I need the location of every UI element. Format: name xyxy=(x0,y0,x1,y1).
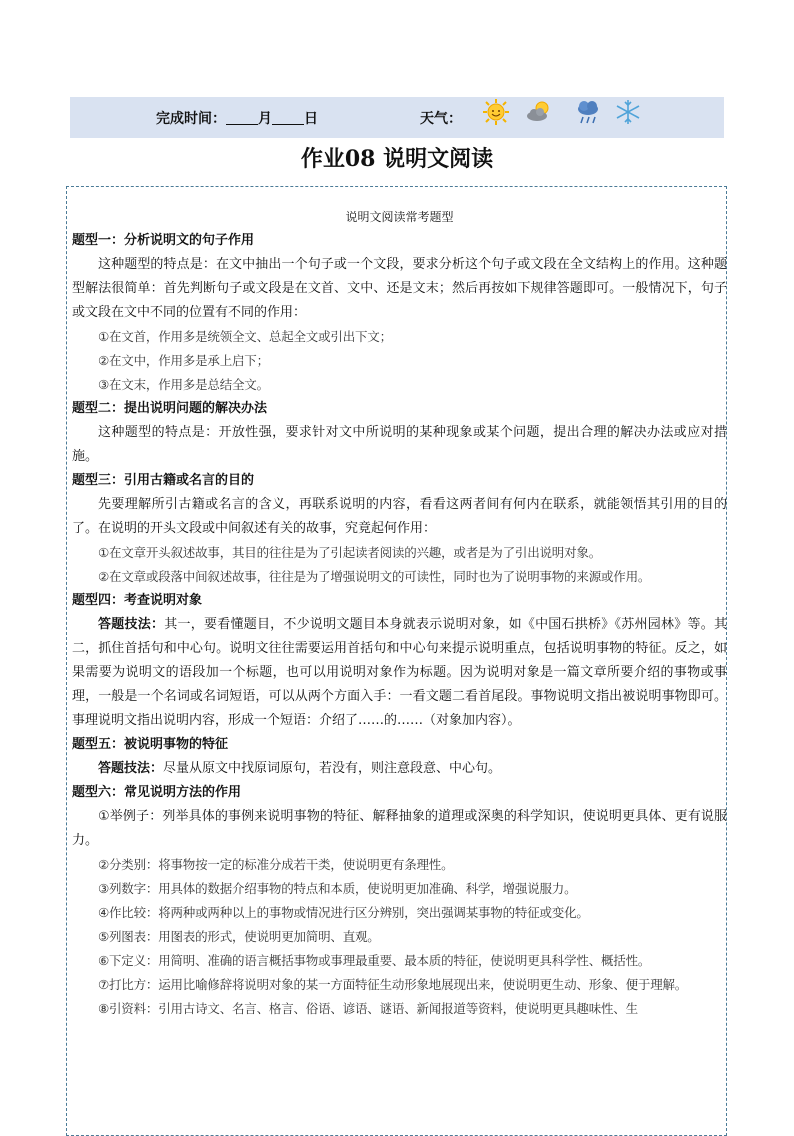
list-item: ⑦打比方：运用比喻修辞将说明对象的某一方面特征生动形象地展现出来，使说明更生动、形象、便于理解。 xyxy=(98,977,688,992)
weather-label: 天气： xyxy=(420,111,462,127)
date-field xyxy=(156,108,318,128)
day-label: 日 xyxy=(304,111,318,127)
type-paragraph xyxy=(72,613,727,733)
answer-technique-label: 答题技法： xyxy=(98,617,165,632)
list-item: ③在文末，作用多是总结全文。 xyxy=(98,377,269,392)
list-item: ①在文章开头叙述故事，其目的往往是为了引起读者阅读的兴趣，或者是为了引出说明对象。 xyxy=(98,545,602,560)
sunny-icon[interactable] xyxy=(482,98,510,126)
type-heading: 题型六：常见说明方法的作用 xyxy=(72,785,242,800)
list-item: ②在文章或段落中间叙述故事，往往是为了增强说明文的可读性，同时也为了说明事物的来源或作用。 xyxy=(98,569,651,584)
month-label: 月 xyxy=(258,111,272,127)
day-blank[interactable] xyxy=(272,110,304,125)
type-heading: 题型四：考查说明对象 xyxy=(72,593,203,608)
type-paragraph: 先要理解所引古籍或名言的含义，再联系说明的内容，看看这两者间有何内在联系，就能领悟其引用的目的了。在说明的开头文段或中间叙述有关的故事，究竟起何作用： xyxy=(72,497,727,536)
content-area xyxy=(72,205,727,1021)
type-heading: 题型三：引用古籍或名言的目的 xyxy=(72,473,255,488)
page-title: 作业08 说明文阅读 xyxy=(300,146,494,172)
list-item: ⑤列图表：用图表的形式，使说明更加简明、直观。 xyxy=(98,929,380,944)
snowflake-icon[interactable] xyxy=(614,98,642,126)
partly-cloudy-icon[interactable] xyxy=(525,98,553,126)
rain-cloud-icon[interactable] xyxy=(575,98,603,126)
list-item: ②在文中，作用多是承上启下； xyxy=(98,353,269,368)
list-item: ②分类别：将事物按一定的标准分成若干类，使说明更有条理性。 xyxy=(98,857,454,872)
month-blank[interactable] xyxy=(226,110,258,125)
section-title: 说明文阅读常考题型 xyxy=(345,210,454,224)
type-paragraph-text: 其一，要看懂题目，不少说明文题目本身就表示说明对象，如《中国石拱桥》《苏州园林》等。其二，抓住首括句和中心句。说明文往往需要运用首括句和中心句来提示说明重点，包括说明事物的特征。反之，如果需要为说明文的语段加一个标题，也可以用说明对象作为标题。因为说明对象是一篇文章所要介绍的事物或事理，一般是一个名词或名词短语，可以从两个方面入手：一看文题二看首尾段。事物说明文指出被说明事物即可。事理说明文指出说明内容，形成一个短语：介绍了……的……（对象加内容）。 xyxy=(72,617,727,728)
list-item: ⑧引资料：引用古诗文、名言、格言、俗语、谚语、谜语、新闻报道等资料，使说明更具趣味性、生 xyxy=(98,1001,638,1016)
list-item: ①在文首，作用多是统领全文、总起全文或引出下文； xyxy=(98,329,392,344)
type-paragraph: ①举例子：列举具体的事例来说明事物的特征、解释抽象的道理或深奥的科学知识，使说明更具体、更有说服力。 xyxy=(72,809,727,848)
list-item: ③列数字：用具体的数据介绍事物的特点和本质，使说明更加准确、科学，增强说服力。 xyxy=(98,881,577,896)
list-item: ⑥下定义：用简明、准确的语言概括事物或事理最重要、最本质的特征，使说明更具科学性、概括性。 xyxy=(98,953,651,968)
list-item: ④作比较：将两种或两种以上的事物或情况进行区分辨别，突出强调某事物的特征或变化。 xyxy=(98,905,589,920)
date-label: 完成时间： xyxy=(156,111,226,127)
type-paragraph xyxy=(72,757,727,781)
type-heading: 题型一：分析说明文的句子作用 xyxy=(72,233,255,248)
type-paragraph: 这种题型的特点是：开放性强，要求针对文中所说明的某种现象或某个问题，提出合理的解决办法或应对措施。 xyxy=(72,425,727,464)
type-paragraph-text: 尽量从原文中找原词原句，若没有，则注意段意、中心句。 xyxy=(163,761,502,776)
answer-technique-label: 答题技法： xyxy=(98,761,164,776)
type-paragraph: 这种题型的特点是：在文中抽出一个句子或一个文段，要求分析这个句子或文段在全文结构上的作用。这种题型解法很简单：首先判断句子或文段是在文首、文中、还是文末；然后再按如下规律答题即可。一般情况下，句子或文段在文中不同的位置有不同的作用： xyxy=(72,257,727,320)
type-heading: 题型五：被说明事物的特征 xyxy=(72,737,229,752)
type-heading: 题型二：提出说明问题的解决办法 xyxy=(72,401,268,416)
